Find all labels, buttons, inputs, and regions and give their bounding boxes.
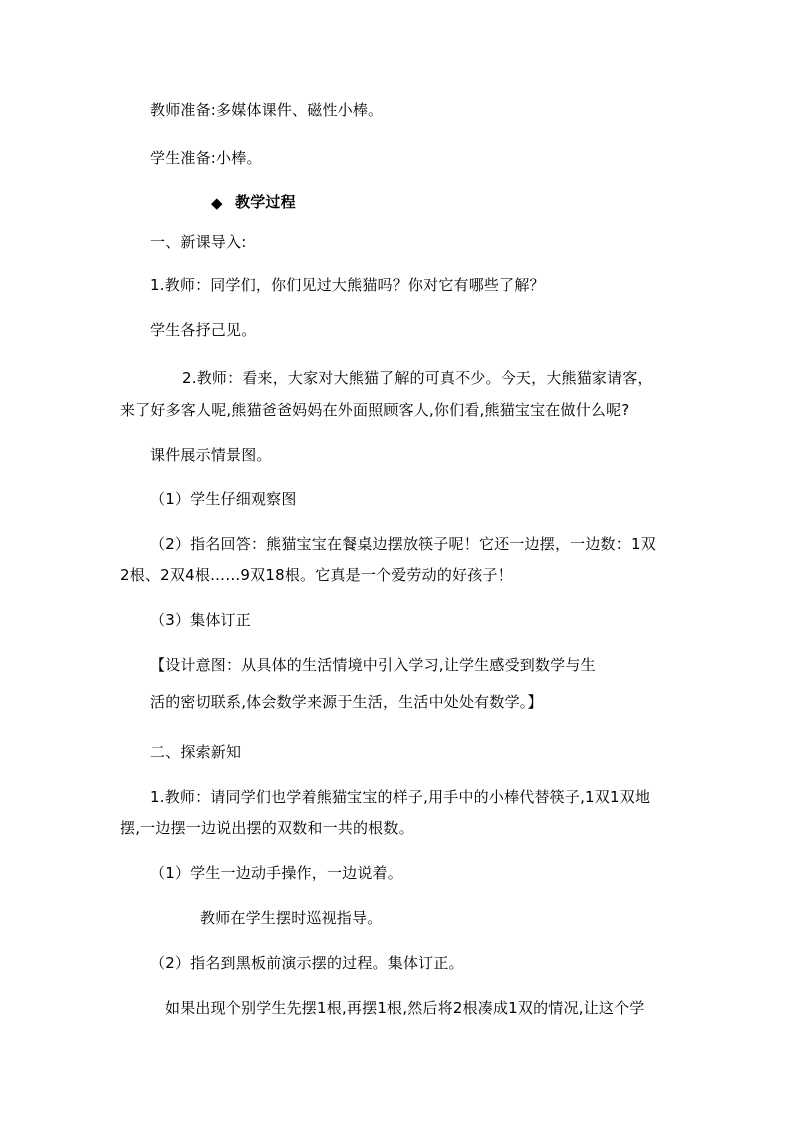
teacher-preparation: 教师准备:多媒体课件、磁性小棒。 (150, 101, 384, 119)
step-2-answer-line-2: 2根、2双4根……9双18根。它真是一个爱劳动的好孩子！ (120, 566, 513, 584)
step-3-correction: （3）集体订正 (150, 611, 251, 629)
paragraph-teacher-2-line-2: 来了好多客人呢,熊猫爸爸妈妈在外面照顾客人,你们看,熊猫宝宝在做什么呢? (120, 401, 630, 419)
explore-teacher-line-1: 1.教师：请同学们也学着熊猫宝宝的样子,用手中的小棒代替筷子,1双1双地 (150, 788, 651, 806)
explore-step-1: （1）学生一边动手操作，一边说着。 (150, 864, 403, 882)
explore-teacher-patrol: 教师在学生摆时巡视指导。 (200, 909, 383, 927)
section-title-teaching-process: 教学过程 (235, 193, 296, 211)
explore-step-2: （2）指名到黑板前演示摆的过程。集体订正。 (150, 954, 464, 972)
paragraph-show-scene: 课件展示情景图。 (150, 446, 272, 464)
explore-special-case: 如果出现个别学生先摆1根,再摆1根,然后将2根凑成1双的情况,让这个学 (165, 999, 645, 1017)
paragraph-students-respond: 学生各抒己见。 (150, 321, 257, 339)
paragraph-teacher-2-line-1: 2.教师：看来，大家对大熊猫了解的可真不少。今天，大熊猫家请客， (182, 369, 653, 387)
step-1-observe: （1）学生仔细观察图 (150, 490, 297, 508)
diamond-bullet-icon: ◆ (211, 194, 223, 212)
student-preparation: 学生准备:小棒。 (150, 149, 262, 167)
design-intent-line-1: 【设计意图：从具体的生活情境中引入学习,让学生感受到数学与生 (150, 656, 596, 674)
section-explore-new-knowledge: 二、探索新知 (150, 743, 242, 761)
explore-teacher-line-2: 摆,一边摆一边说出摆的双数和一共的根数。 (120, 819, 414, 837)
section-new-lesson-intro: 一、新课导入: (150, 233, 247, 251)
design-intent-line-2: 活的密切联系,体会数学来源于生活，生活中处处有数学。】 (150, 693, 543, 711)
step-2-answer-line-1: （2）指名回答：熊猫宝宝在餐桌边摆放筷子呢！它还一边摆，一边数：1双 (150, 535, 656, 553)
paragraph-teacher-question-1: 1.教师：同学们，你们见过大熊猫吗？你对它有哪些了解？ (150, 276, 545, 294)
